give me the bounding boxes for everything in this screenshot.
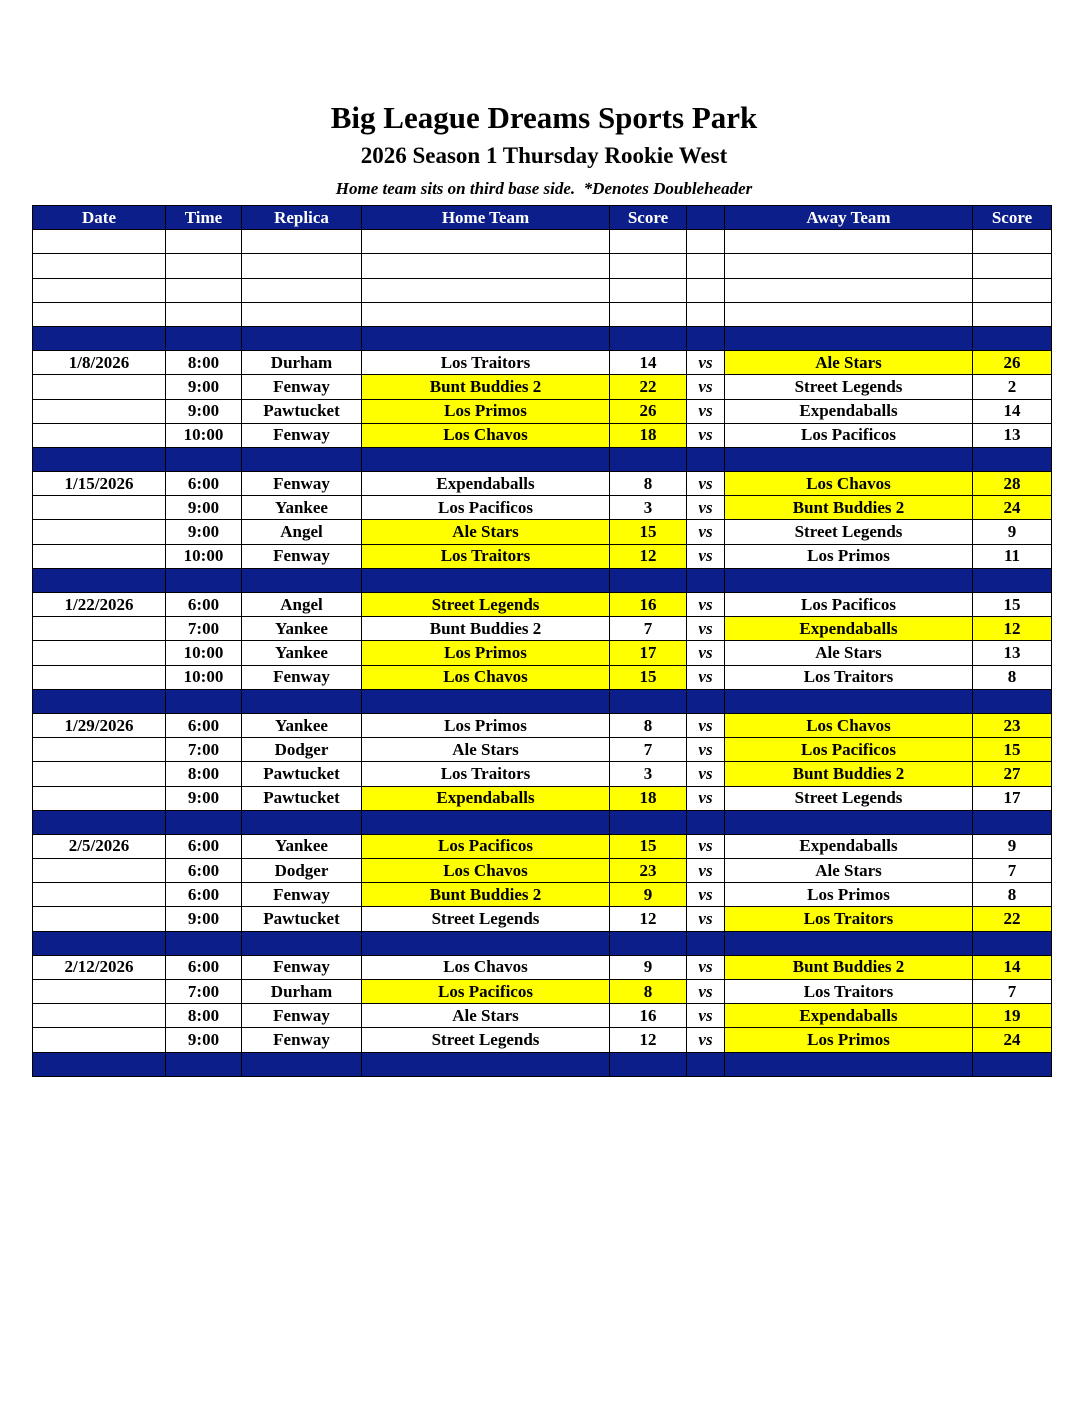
home-team: Street Legends	[362, 593, 610, 617]
away-score: 9	[973, 520, 1052, 544]
home-team: Los Chavos	[362, 955, 610, 979]
away-team: Los Traitors	[725, 980, 973, 1004]
away-team: Los Primos	[725, 544, 973, 568]
home-team: Los Primos	[362, 641, 610, 665]
home-score: 12	[610, 1028, 687, 1052]
header-row	[33, 206, 1052, 230]
game-time: 8:00	[166, 351, 242, 375]
game-row	[33, 883, 1052, 907]
away-team: Los Chavos	[725, 472, 973, 496]
game-row	[33, 399, 1052, 423]
away-team: Los Primos	[725, 1028, 973, 1052]
game-time: 8:00	[166, 1004, 242, 1028]
game-date	[33, 786, 166, 810]
away-team: Expendaballs	[725, 834, 973, 858]
game-replica: Dodger	[242, 859, 362, 883]
home-team: Los Primos	[362, 713, 610, 737]
away-score: 24	[973, 1028, 1052, 1052]
home-score: 15	[610, 520, 687, 544]
col-header-home-score: Score	[610, 206, 687, 230]
vs-label: vs	[687, 423, 725, 447]
vs-label: vs	[687, 593, 725, 617]
vs-label: vs	[687, 496, 725, 520]
schedule-note: Home team sits on third base side. *Denotes Doubleheader	[335, 179, 753, 198]
away-score: 8	[973, 883, 1052, 907]
away-team: Expendaballs	[725, 1004, 973, 1028]
home-score: 12	[610, 544, 687, 568]
week-separator-row	[33, 931, 1052, 955]
game-replica: Yankee	[242, 617, 362, 641]
week-separator-row	[33, 568, 1052, 592]
game-time: 6:00	[166, 955, 242, 979]
game-replica: Fenway	[242, 472, 362, 496]
vs-label: vs	[687, 980, 725, 1004]
home-score: 8	[610, 472, 687, 496]
game-date	[33, 980, 166, 1004]
away-score: 15	[973, 738, 1052, 762]
col-header-time: Time	[166, 206, 242, 230]
home-score: 15	[610, 834, 687, 858]
blank-row	[33, 254, 1052, 278]
away-team: Los Primos	[725, 883, 973, 907]
game-date: 1/8/2026	[33, 351, 166, 375]
away-score: 11	[973, 544, 1052, 568]
away-team: Ale Stars	[725, 859, 973, 883]
away-team: Bunt Buddies 2	[725, 496, 973, 520]
game-date	[33, 641, 166, 665]
home-team: Los Traitors	[362, 544, 610, 568]
away-score: 14	[973, 399, 1052, 423]
game-row	[33, 762, 1052, 786]
game-replica: Pawtucket	[242, 762, 362, 786]
game-time: 6:00	[166, 834, 242, 858]
game-time: 6:00	[166, 883, 242, 907]
vs-label: vs	[687, 907, 725, 931]
home-score: 7	[610, 738, 687, 762]
away-score: 26	[973, 351, 1052, 375]
away-score: 8	[973, 665, 1052, 689]
away-team: Bunt Buddies 2	[725, 955, 973, 979]
game-date	[33, 617, 166, 641]
game-time: 8:00	[166, 762, 242, 786]
away-score: 14	[973, 955, 1052, 979]
game-replica: Fenway	[242, 665, 362, 689]
game-row	[33, 544, 1052, 568]
game-date	[33, 665, 166, 689]
game-row	[33, 351, 1052, 375]
game-time: 7:00	[166, 980, 242, 1004]
game-date	[33, 762, 166, 786]
col-header-away-score: Score	[973, 206, 1052, 230]
vs-label: vs	[687, 1004, 725, 1028]
week-separator-row	[33, 1052, 1052, 1076]
game-date	[33, 423, 166, 447]
game-time: 9:00	[166, 399, 242, 423]
away-score: 7	[973, 859, 1052, 883]
away-score: 22	[973, 907, 1052, 931]
game-date	[33, 496, 166, 520]
vs-label: vs	[687, 1028, 725, 1052]
game-replica: Yankee	[242, 641, 362, 665]
away-score: 13	[973, 423, 1052, 447]
away-team: Ale Stars	[725, 641, 973, 665]
blank-row	[33, 302, 1052, 326]
away-score: 7	[973, 980, 1052, 1004]
home-score: 16	[610, 1004, 687, 1028]
vs-label: vs	[687, 641, 725, 665]
game-time: 10:00	[166, 665, 242, 689]
vs-label: vs	[687, 351, 725, 375]
away-score: 24	[973, 496, 1052, 520]
home-score: 22	[610, 375, 687, 399]
game-date: 2/12/2026	[33, 955, 166, 979]
game-row	[33, 834, 1052, 858]
away-score: 17	[973, 786, 1052, 810]
away-score: 2	[973, 375, 1052, 399]
away-score: 23	[973, 713, 1052, 737]
away-score: 12	[973, 617, 1052, 641]
away-team: Los Traitors	[725, 665, 973, 689]
vs-label: vs	[687, 399, 725, 423]
game-row	[33, 520, 1052, 544]
home-score: 8	[610, 980, 687, 1004]
game-replica: Pawtucket	[242, 786, 362, 810]
home-score: 17	[610, 641, 687, 665]
week-separator-row	[33, 447, 1052, 471]
game-row	[33, 375, 1052, 399]
vs-label: vs	[687, 859, 725, 883]
home-score: 18	[610, 786, 687, 810]
home-team: Bunt Buddies 2	[362, 375, 610, 399]
vs-label: vs	[687, 738, 725, 762]
home-team: Ale Stars	[362, 520, 610, 544]
away-team: Los Pacificos	[725, 593, 973, 617]
week-separator-row	[33, 689, 1052, 713]
game-replica: Pawtucket	[242, 399, 362, 423]
away-team: Los Traitors	[725, 907, 973, 931]
page-title: Big League Dreams Sports Park	[330, 100, 758, 135]
game-row	[33, 980, 1052, 1004]
game-replica: Yankee	[242, 713, 362, 737]
home-score: 9	[610, 883, 687, 907]
schedule-body	[33, 230, 1052, 1077]
game-row	[33, 665, 1052, 689]
game-date	[33, 883, 166, 907]
game-row	[33, 593, 1052, 617]
away-team: Street Legends	[725, 520, 973, 544]
home-score: 12	[610, 907, 687, 931]
game-date	[33, 907, 166, 931]
game-date	[33, 859, 166, 883]
col-header-vs	[687, 206, 725, 230]
home-team: Bunt Buddies 2	[362, 883, 610, 907]
game-time: 9:00	[166, 496, 242, 520]
away-score: 19	[973, 1004, 1052, 1028]
game-row	[33, 738, 1052, 762]
away-team: Street Legends	[725, 375, 973, 399]
blank-row	[33, 278, 1052, 302]
game-row	[33, 859, 1052, 883]
home-score: 26	[610, 399, 687, 423]
game-time: 9:00	[166, 907, 242, 931]
vs-label: vs	[687, 544, 725, 568]
home-team: Los Chavos	[362, 423, 610, 447]
home-score: 15	[610, 665, 687, 689]
home-score: 14	[610, 351, 687, 375]
away-score: 13	[973, 641, 1052, 665]
game-replica: Dodger	[242, 738, 362, 762]
home-score: 9	[610, 955, 687, 979]
game-date: 1/22/2026	[33, 593, 166, 617]
away-team: Expendaballs	[725, 617, 973, 641]
away-score: 27	[973, 762, 1052, 786]
game-replica: Angel	[242, 593, 362, 617]
home-team: Street Legends	[362, 907, 610, 931]
game-time: 9:00	[166, 786, 242, 810]
game-replica: Fenway	[242, 544, 362, 568]
game-time: 6:00	[166, 472, 242, 496]
vs-label: vs	[687, 713, 725, 737]
game-replica: Yankee	[242, 496, 362, 520]
away-team: Los Pacificos	[725, 738, 973, 762]
away-team: Bunt Buddies 2	[725, 762, 973, 786]
game-replica: Angel	[242, 520, 362, 544]
home-team: Los Primos	[362, 399, 610, 423]
game-time: 9:00	[166, 520, 242, 544]
game-time: 7:00	[166, 738, 242, 762]
home-team: Los Traitors	[362, 351, 610, 375]
away-score: 15	[973, 593, 1052, 617]
col-header-replica: Replica	[242, 206, 362, 230]
vs-label: vs	[687, 375, 725, 399]
home-score: 8	[610, 713, 687, 737]
home-team: Los Chavos	[362, 665, 610, 689]
game-date	[33, 520, 166, 544]
away-team: Ale Stars	[725, 351, 973, 375]
game-replica: Fenway	[242, 1028, 362, 1052]
game-date	[33, 1004, 166, 1028]
game-replica: Durham	[242, 980, 362, 1004]
col-header-date: Date	[33, 206, 166, 230]
game-date	[33, 375, 166, 399]
home-score: 18	[610, 423, 687, 447]
game-row	[33, 1004, 1052, 1028]
game-date	[33, 1028, 166, 1052]
home-team: Los Chavos	[362, 859, 610, 883]
week-separator-row	[33, 326, 1052, 350]
home-team: Los Pacificos	[362, 496, 610, 520]
game-time: 6:00	[166, 859, 242, 883]
home-team: Ale Stars	[362, 1004, 610, 1028]
game-replica: Fenway	[242, 883, 362, 907]
vs-label: vs	[687, 786, 725, 810]
home-team: Ale Stars	[362, 738, 610, 762]
game-date	[33, 738, 166, 762]
game-replica: Yankee	[242, 834, 362, 858]
home-team: Los Pacificos	[362, 980, 610, 1004]
game-row	[33, 472, 1052, 496]
home-team: Expendaballs	[362, 786, 610, 810]
home-team: Bunt Buddies 2	[362, 617, 610, 641]
page-subtitle: 2026 Season 1 Thursday Rookie West	[360, 143, 728, 168]
game-time: 6:00	[166, 593, 242, 617]
vs-label: vs	[687, 883, 725, 907]
game-date	[33, 399, 166, 423]
game-time: 6:00	[166, 713, 242, 737]
vs-label: vs	[687, 834, 725, 858]
away-team: Los Pacificos	[725, 423, 973, 447]
home-score: 16	[610, 593, 687, 617]
game-date: 1/29/2026	[33, 713, 166, 737]
game-replica: Fenway	[242, 1004, 362, 1028]
col-header-away-team: Away Team	[725, 206, 973, 230]
away-score: 9	[973, 834, 1052, 858]
away-score: 28	[973, 472, 1052, 496]
col-header-home-team: Home Team	[362, 206, 610, 230]
game-row	[33, 496, 1052, 520]
game-time: 10:00	[166, 423, 242, 447]
game-replica: Fenway	[242, 375, 362, 399]
game-time: 9:00	[166, 375, 242, 399]
game-row	[33, 1028, 1052, 1052]
away-team: Street Legends	[725, 786, 973, 810]
schedule-table	[32, 205, 1052, 1077]
away-team: Los Chavos	[725, 713, 973, 737]
game-row	[33, 786, 1052, 810]
game-replica: Pawtucket	[242, 907, 362, 931]
home-score: 7	[610, 617, 687, 641]
home-score: 3	[610, 762, 687, 786]
vs-label: vs	[687, 665, 725, 689]
vs-label: vs	[687, 472, 725, 496]
game-time: 9:00	[166, 1028, 242, 1052]
game-row	[33, 423, 1052, 447]
game-row	[33, 713, 1052, 737]
vs-label: vs	[687, 955, 725, 979]
home-team: Expendaballs	[362, 472, 610, 496]
away-team: Expendaballs	[725, 399, 973, 423]
game-row	[33, 907, 1052, 931]
home-score: 23	[610, 859, 687, 883]
game-row	[33, 641, 1052, 665]
game-row	[33, 955, 1052, 979]
game-date: 2/5/2026	[33, 834, 166, 858]
home-team: Los Traitors	[362, 762, 610, 786]
game-replica: Fenway	[242, 423, 362, 447]
home-score: 3	[610, 496, 687, 520]
blank-row	[33, 230, 1052, 254]
game-row	[33, 617, 1052, 641]
game-date: 1/15/2026	[33, 472, 166, 496]
game-time: 7:00	[166, 617, 242, 641]
home-team: Los Pacificos	[362, 834, 610, 858]
home-team: Street Legends	[362, 1028, 610, 1052]
week-separator-row	[33, 810, 1052, 834]
vs-label: vs	[687, 762, 725, 786]
vs-label: vs	[687, 520, 725, 544]
game-time: 10:00	[166, 544, 242, 568]
game-replica: Fenway	[242, 955, 362, 979]
game-date	[33, 544, 166, 568]
game-replica: Durham	[242, 351, 362, 375]
vs-label: vs	[687, 617, 725, 641]
game-time: 10:00	[166, 641, 242, 665]
